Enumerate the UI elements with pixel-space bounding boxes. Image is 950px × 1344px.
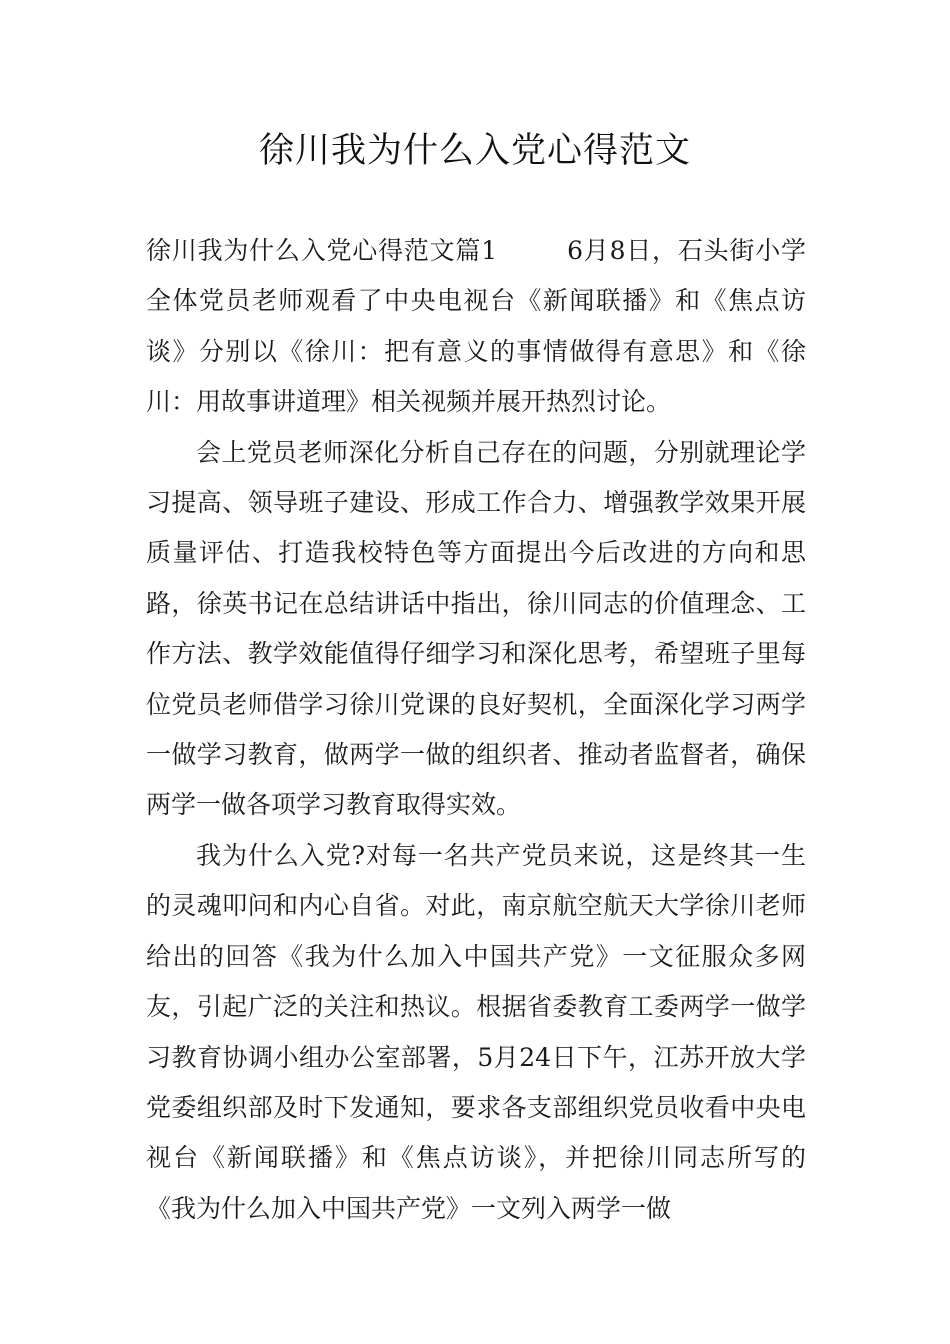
paragraph-1-text: 6月8日，石头街小学全体党员老师观看了中央电视台《新闻联播》和《焦点访谈》分别以《徐川：把有意义的事情做得有意思》和《徐川：用故事讲道理》相关视频并展开热烈讨论。: [146, 236, 806, 417]
paragraph-1: [146, 226, 806, 428]
section-heading: 徐川我为什么入党心得范文篇1: [146, 236, 498, 265]
paragraph-3: 我为什么入党?对每一名共产党员来说，这是终其一生的灵魂叩问和内心自省。对此，南京航空航天大学徐川老师给出的回答《我为什么加入中国共产党》一文征服众多网友，引起广泛的关注和热议。根据省委教育工委两学一做学习教育协调小组办公室部署，5月24日下午，江苏开放大学党委组织部及时下发通知，要求各支部组织党员收看中央电视台《新闻联播》和《焦点访谈》，并把徐川同志所写的《我为什么加入中国共产党》一文列入两学一做: [146, 840, 806, 1223]
paragraph-2: 会上党员老师深化分析自己存在的问题，分别就理论学习提高、领导班子建设、形成工作合力、增强教学效果开展质量评估、打造我校特色等方面提出今后改进的方向和思路，徐英书记在总结讲话中指出，徐川同志的价值理念、工作方法、教学效能值得仔细学习和深化思考，希望班子里每位党员老师借学习徐川党课的良好契机，全面深化学习两学一做学习教育，做两学一做的组织者、推动者监督者，确保两学一做各项学习教育取得实效。: [146, 437, 806, 820]
document-body: [146, 226, 806, 1234]
document-title: 徐川我为什么入党心得范文: [258, 131, 691, 171]
